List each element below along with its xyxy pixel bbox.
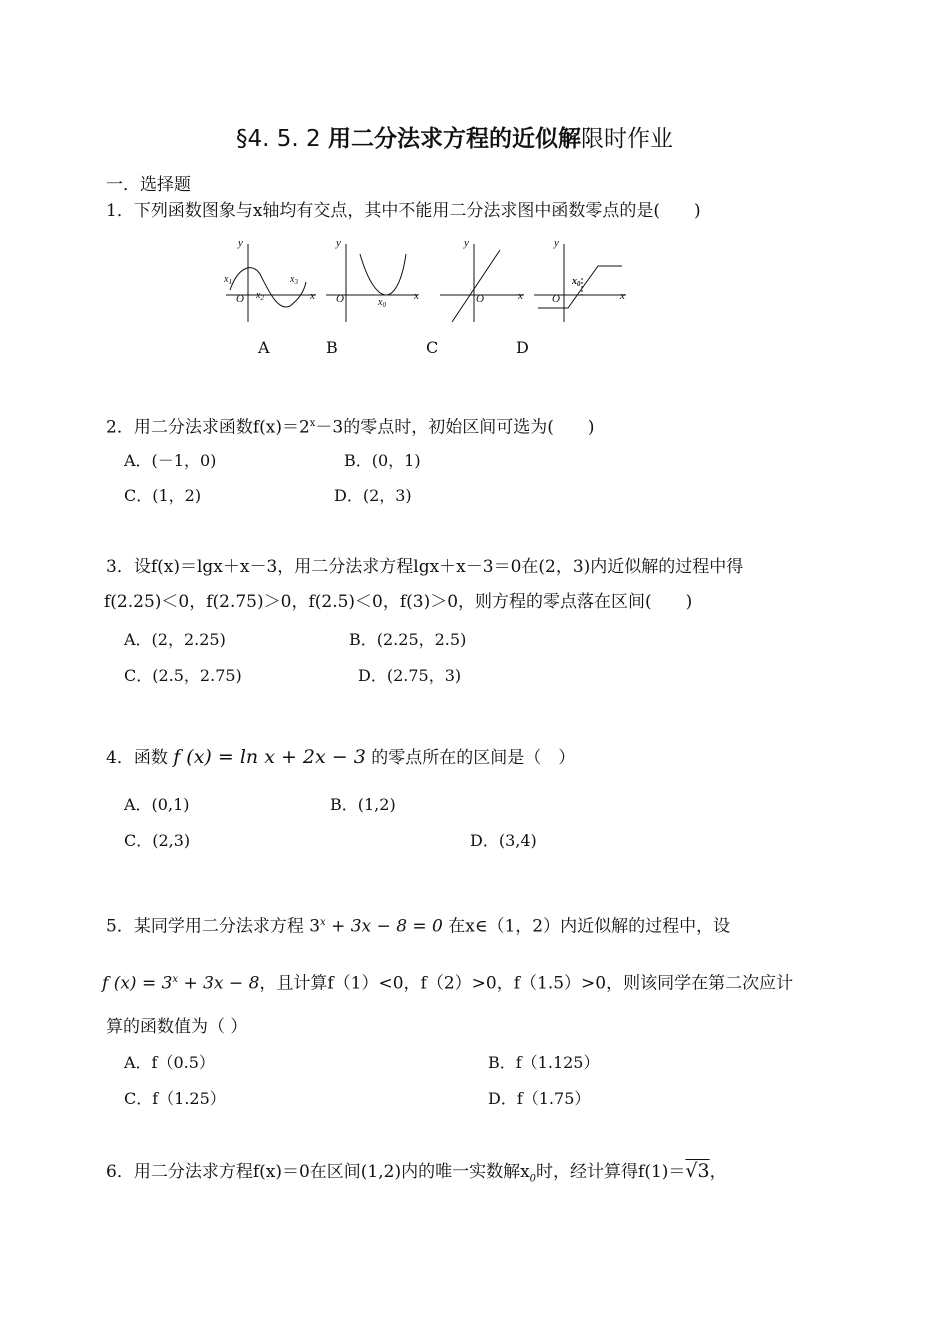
graph-b-curve: [360, 254, 406, 295]
question-5-line-1: 5．某同学用二分法求方程 $3^x + 3x - 8 = 0$ 在x∈（1，2）内近似解的过程中，设: [106, 916, 731, 937]
graph-d-x0: $x_0$: [572, 276, 581, 288]
q3-option-b[interactable]: B．(2.25，2.5): [349, 630, 467, 649]
graph-c-x-label: x: [518, 290, 523, 302]
section-heading: 一．选择题: [106, 175, 191, 195]
graph-a-x3: $x_3$: [290, 274, 298, 286]
q4-option-a[interactable]: A．(0,1): [124, 795, 190, 814]
graph-b-x-label: x: [414, 290, 419, 302]
q2-option-c[interactable]: C．(1，2): [124, 486, 202, 505]
graph-a-y-label: y: [238, 237, 243, 249]
graph-d-origin: O: [552, 293, 560, 305]
graph-label-a: A: [258, 338, 270, 357]
sqrt-3: √3: [685, 1160, 710, 1182]
question-3-line-2: f(2.25)＜0，f(2.75)＞0，f(2.5)＜0，f(3)＞0，则方程的零点落在区间( ): [104, 592, 693, 612]
graph-label-d: D: [516, 338, 529, 357]
q5-option-c[interactable]: C．f（1.25）: [124, 1089, 226, 1108]
q4-formula: f (x) = ln x + 2x − 3: [173, 746, 366, 768]
graph-a-x2: $x_2$: [256, 290, 264, 302]
graph-label-b: B: [326, 338, 338, 357]
graph-d-y-label: y: [554, 237, 559, 249]
question-2: 2．用二分法求函数$f(x)=2^x-3$的零点时，初始区间可选为( ): [106, 417, 595, 438]
graph-c: [440, 237, 524, 322]
q4-option-d[interactable]: D．(3,4): [470, 831, 537, 850]
q4-option-b[interactable]: B．(1,2): [330, 795, 396, 814]
question-5-line-3: 算的函数值为（ ）: [106, 1017, 248, 1037]
graph-a-x1: $x_1$: [224, 274, 232, 286]
q5-option-a[interactable]: A．f（0.5）: [124, 1053, 215, 1072]
graph-d: [534, 237, 626, 322]
graph-c-origin: O: [476, 293, 484, 305]
graph-b: [326, 237, 419, 322]
graph-d-x-label: x: [620, 290, 625, 302]
graph-a: [223, 237, 316, 322]
question-6: 6．用二分法求方程f(x)＝0在区间(1,2)内的唯一实数解$x_0$时，经计算得f(1)＝√3，: [106, 1160, 727, 1185]
q2-option-a[interactable]: A．(－1，0): [124, 451, 217, 470]
question-3-line-1: 3．设f(x)＝lgx＋x－3，用二分法求方程lgx＋x－3＝0在(2，3)内近似解的过程中得: [106, 557, 744, 577]
graph-b-origin: O: [336, 293, 344, 305]
title-prefix: §4. 5. 2: [236, 126, 328, 152]
graph-b-y-label: y: [336, 237, 341, 249]
function-graphs: [218, 232, 638, 327]
title-bold: 用二分法求方程的近似解: [327, 126, 581, 152]
question-5-line-2: f $(x) = 3^x + 3x - 8$，且计算f（1）<0，f（2）>0，f（1.5）>0，则该同学在第二次应计: [102, 973, 794, 994]
graph-a-x-label: x: [310, 290, 315, 302]
q2-option-b[interactable]: B．(0，1): [344, 451, 421, 470]
graph-c-line: [452, 250, 500, 322]
q2-option-d[interactable]: D．(2，3): [334, 486, 412, 505]
q5-option-d[interactable]: D．f（1.75）: [488, 1089, 591, 1108]
q3-option-c[interactable]: C．(2.5，2.75): [124, 666, 242, 685]
graph-a-origin: O: [236, 293, 244, 305]
graph-c-y-label: y: [464, 237, 469, 249]
graph-label-c: C: [426, 338, 439, 357]
q5-option-b[interactable]: B．f（1.125）: [488, 1053, 600, 1072]
question-4: 4．函数 f (x) = ln x + 2x − 3 的零点所在的区间是（ ）: [106, 746, 576, 768]
q4-option-c[interactable]: C．(2,3): [124, 831, 191, 850]
q3-option-d[interactable]: D．(2.75，3): [358, 666, 462, 685]
page-title: [236, 120, 673, 153]
title-suffix: 限时作业: [580, 126, 673, 152]
q3-option-a[interactable]: A．(2，2.25): [124, 630, 226, 649]
graph-b-x0: $x_0$: [378, 297, 386, 309]
question-1: 1．下列函数图象与x轴均有交点，其中不能用二分法求图中函数零点的是( ): [106, 201, 701, 221]
